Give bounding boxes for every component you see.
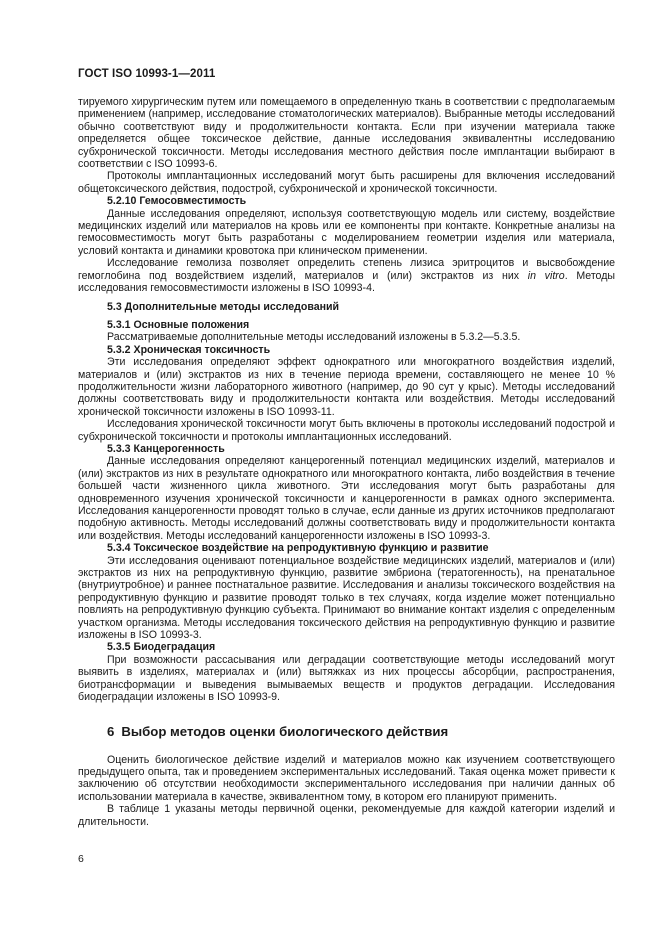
heading-5-2-10: 5.2.10 Гемосовместимость <box>107 195 247 208</box>
paragraph-additional-methods: Рассматриваемые дополнительные методы исследований изложены в 5.3.2—5.3.5. <box>107 331 521 344</box>
paragraph-chronic-toxicity: Эти исследования определяют эффект однократного или многократного воздействия изделий, материалов и (или) экстрактов из них в течение периода времени, составляющего не менее 10 % продолжительности жизни лабораторного животного (например, до 90 сут у крыс). Методы исследований должны соответствовать виду и продолжительности контакта или воздействия. Методы исследований хронической токсичности изложены в ISO 10993-11. <box>78 356 615 418</box>
heading-5-3: 5.3 Дополнительные методы исследований <box>107 300 340 313</box>
hemolysis-text-b: . Методы исследования гемосовместимости изложены в ISO 10993-4. <box>78 269 616 295</box>
spacer <box>78 704 615 724</box>
paragraph-chronic-protocols: Исследования хронической токсичности могут быть включены в протоколы исследований подострой и субхронической токсичности и протоколы имплантационных исследований. <box>78 418 615 443</box>
paragraph-hemocompatibility: Данные исследования определяют, используя соответствующую модель или систему, воздействие медицинских изделий или материалов на кровь или ее компоненты при контакте. Конкретные анализы на гемосовместимость могут быть разработаны с моделированием геометрии изделия или материала, условий контакта и динамики кровотока при клиническом применении. <box>78 207 615 257</box>
paragraph-evaluation: Оценить биологическое действие изделий и материалов можно как изучением соответствующего предыдущего опыта, так и проведением экспериментальных исследований. Такая оценка может привести к заключению об отсутствии необходимости экспериментального исследования при наличии данных об использовании материала в качестве, эквивалентном тому, в котором его планируют применить. <box>78 753 615 803</box>
standard-header: ГОСТ ISO 10993-1—2011 <box>78 68 216 80</box>
heading-5-3-3: 5.3.3 Канцерогенность <box>107 442 225 455</box>
page-number: 6 <box>78 853 84 865</box>
heading-5-3-4: 5.3.4 Токсическое воздействие на репродуктивную функцию и развитие <box>107 542 489 555</box>
hemolysis-text-a: Исследование гемолиза позволяет определить степень лизиса эритроцитов и высвобождение гемоглобина под воздействием изделий, материалов и (или) экстрактов из них <box>78 257 615 282</box>
in-vitro-term: in vitro <box>527 269 565 282</box>
section-title: Выбор методов оценки биологического действия <box>121 723 449 739</box>
spacer <box>78 740 615 754</box>
paragraph-carcinogenicity: Данные исследования определяют канцерогенный потенциал медицинских изделий, материалов и (или) экстрактов из них в результате однократного или многократного контакта, либо воздействия в течение большей части жизненного цикла животного. Эти исследования могут быть разработаны для одновременного изучения хронической токсичности и канцерогенности в рамках одного эксперимента. Исследования канцерогенности проводят только в случае, если данные из других источников предполагают подобную активность. Методы исследований должны соответствовать виду и продолжительности контакта или воздействия. Методы исследований канцерогенности изложены в ISO 10993-3. <box>78 455 615 542</box>
heading-section-6 <box>78 724 615 740</box>
heading-5-3-2: 5.3.2 Хроническая токсичность <box>107 343 271 356</box>
body-text <box>78 96 615 828</box>
paragraph-biodegradation: При возможности рассасывания или деградации соответствующие методы исследований могут выявить в изделиях, материалах и (или) вытяжках из них процессы абсорбции, распространения, биотрансформации и выведения вымываемых веществ и продуктов деградации. Исследования биодеградации изложены в ISO 10993-9. <box>78 653 615 704</box>
paragraph-table-reference: В таблице 1 указаны методы первичной оценки, рекомендуемые для каждой категории изделий и длительности. <box>78 803 615 828</box>
paragraph-hemolysis <box>78 257 615 294</box>
paragraph-reproductive-toxicity: Эти исследования оценивают потенциальное воздействие медицинских изделий, материалов и (или) экстрактов из них на репродуктивную функцию, развитие эмбриона (тератогенность), на пренатальное (внутриутробное) и раннее постнатальное развитие. Исследования и анализы токсического воздействия на репродуктивную функцию и развитие проводят только в тех случаях, когда изделие может потенциально повлиять на репродуктивную функцию субъекта. Принимают во внимание контакт изделия с определенным участком организма. Методы исследования токсического действия на репродуктивную функцию и развитие изложены в ISO 10993-3. <box>78 554 615 642</box>
heading-5-3-1: 5.3.1 Основные положения <box>107 318 250 331</box>
paragraph-implantation-protocols: Протоколы имплантационных исследований могут быть расширены для включения исследований общетоксического действия, подострой, субхронической и хронической токсичности. <box>78 170 615 195</box>
heading-5-3-5: 5.3.5 Биодеградация <box>107 641 216 654</box>
section-number: 6 <box>107 723 115 739</box>
paragraph-implantation-continued: тируемого хирургическим путем или помещаемого в определенную ткань в соответствии с предполагаемым применением (например, исследование стоматологических материалов). Выбранные методы исследований обычно соответствуют виду и продолжительности контакта. Если при изучении материала также определяется общее токсическое действие, данные исследования эквивалентны исследованию субхронической токсичности. Методы исследования местного действия после имплантации выбирают в соответствии с ISO 10993-6. <box>78 96 615 171</box>
